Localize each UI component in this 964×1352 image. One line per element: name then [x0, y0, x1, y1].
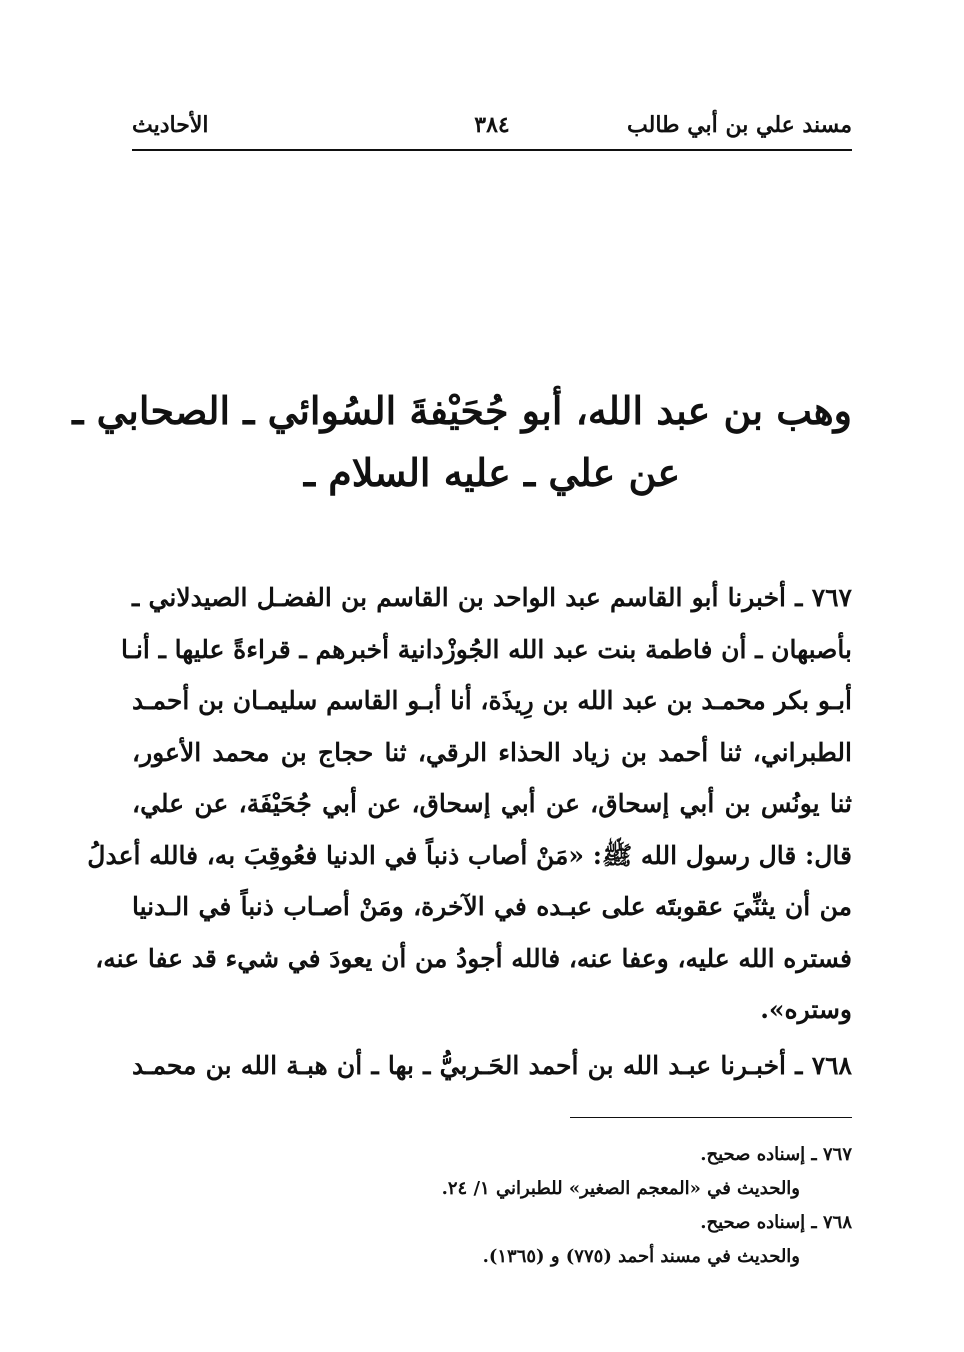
footnote-767-grade: ٧٦٧ ـ إسناده صحيح.: [700, 1144, 852, 1165]
hadith-767-line: الطبراني، ثنا أحمد بن زياد الحذاء الرقي، ثنا حجاج بن محمد الأعور،: [132, 737, 852, 767]
hadith-767-line: أبـو بكر محمـد بن عبد الله بن رِيذَة، أنا أبـو القاسم سليمـان بن أحمـد: [132, 686, 852, 715]
hadith-767-line: ثنا يونُس بن أبي إسحاق، عن أبي إسحاق، عن أبي جُحَيْفَة، عن علي،: [132, 789, 852, 818]
footnote-768-source: والحديث في مسند أحمد (٧٧٥) و (١٣٦٥).: [482, 1246, 800, 1267]
hadith-768: [132, 1040, 852, 1092]
footnote-767-source: والحديث في «المعجم الصغير» للطبراني ١/ ٢٤.: [441, 1178, 800, 1199]
body-text: [87, 572, 852, 1091]
section-title-line-1: وهب بن عبد الله، أبو جُحَيْفةَ السُوائي ـ الصحابي ـ: [72, 388, 852, 433]
footnote-768-grade: ٧٦٨ ـ إسناده صحيح.: [700, 1212, 852, 1233]
hadith-767: [87, 572, 852, 1036]
hadith-767-line: ٧٦٧ ـ أخبرنا أبو القاسم عبد الواحد بن القاسم بن الفضـل الصيدلاني ـ: [132, 583, 852, 612]
footnote-rule: [570, 1117, 852, 1118]
section-title: [72, 380, 852, 504]
page-number: ٣٨٤: [474, 112, 510, 138]
section-title-line-2: عن علي ـ عليه السلام ـ: [303, 450, 681, 495]
footnotes: [132, 1138, 852, 1274]
hadith-767-line: فستره الله عليه، وعفا عنه، فالله أجودُ من أن يعودَ في شيء قد عفا عنه،: [95, 943, 852, 973]
hadith-767-line: من أن يثنِّيَ عقوبتَه على عبـده في الآخرة، ومَنْ أصـاب ذنباً في الـدنيا: [132, 892, 852, 921]
running-header: [132, 112, 852, 146]
book-title: مسند علي بن أبي طالب: [627, 112, 852, 138]
hadith-767-line: وستره».: [760, 995, 852, 1024]
hadith-768-line: ٧٦٨ ـ أخبـرنا عبـد الله بن أحمد الحَـربيُّ ـ بها ـ أن هبـة الله بن محمـد: [132, 1050, 852, 1080]
header-rule: [132, 149, 852, 151]
hadith-767-line: بأصبهان ـ أن فاطمة بنت عبد الله الجُوزْدانية أخبرهم ـ قراءةً عليها ـ أنـا: [121, 634, 852, 664]
hadith-767-line: قال: قال رسول الله ﷺ: «مَنْ أصاب ذنباً في الدنيا فعُوقِبَ به، فالله أعدلُ: [87, 840, 852, 870]
section-name: الأحاديث: [132, 112, 209, 138]
